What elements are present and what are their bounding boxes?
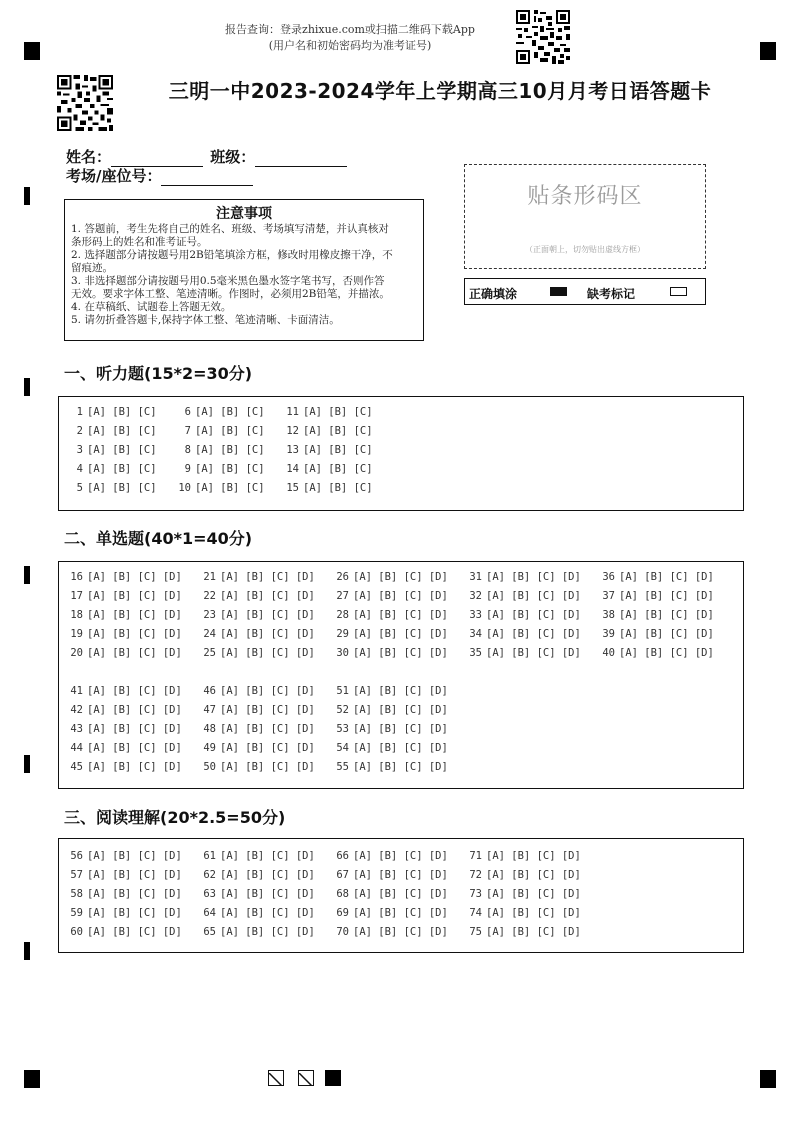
question-number: 69 <box>336 907 349 919</box>
answer-options[interactable]: [A] [B] [C] [D] <box>220 869 315 881</box>
question-row[interactable] <box>200 739 315 758</box>
answer-options[interactable]: [A] [B] [C] [D] <box>353 647 448 659</box>
seat-label: 考场/座位号： <box>66 167 162 185</box>
question-column <box>333 568 448 663</box>
answer-options[interactable]: [A] [B] [C] [D] <box>353 761 448 773</box>
answer-options[interactable]: [A] [B] [C] [D] <box>353 704 448 716</box>
answer-options[interactable]: [A] [B] [C] [D] <box>353 907 448 919</box>
question-row[interactable] <box>283 422 373 441</box>
answer-options[interactable]: [A] [B] [C] <box>303 463 373 475</box>
class-input-line[interactable] <box>255 152 347 167</box>
answer-options[interactable]: [A] [B] [C] [D] <box>486 571 581 583</box>
question-row[interactable] <box>200 568 315 587</box>
question-number: 26 <box>336 571 349 583</box>
question-row[interactable] <box>67 460 157 479</box>
reading-answer-box <box>58 838 744 953</box>
answer-options[interactable]: [A] [B] [C] [D] <box>87 761 182 773</box>
answer-options[interactable]: [A] [B] [C] [D] <box>87 907 182 919</box>
question-number: 6 <box>184 406 191 418</box>
question-column <box>67 682 182 777</box>
question-row[interactable] <box>67 587 182 606</box>
correct-fill-label: 正确填涂 <box>469 287 518 301</box>
answer-options[interactable]: [A] [B] [C] [D] <box>353 571 448 583</box>
question-column <box>599 568 714 663</box>
answer-options[interactable]: [A] [B] [C] [D] <box>353 926 448 938</box>
question-number: 36 <box>602 571 615 583</box>
question-row[interactable] <box>200 758 315 777</box>
question-number: 21 <box>203 571 216 583</box>
question-column <box>200 847 315 942</box>
question-number: 61 <box>203 850 216 862</box>
question-number: 46 <box>203 685 216 697</box>
question-row[interactable] <box>333 720 448 739</box>
question-column <box>333 847 448 942</box>
question-number: 41 <box>70 685 83 697</box>
question-number: 9 <box>184 463 191 475</box>
question-number: 11 <box>286 406 299 418</box>
single-choice-section-title: 二、单选题(40*1=40分) <box>64 529 253 548</box>
question-row[interactable] <box>333 885 448 904</box>
answer-options[interactable]: [A] [B] [C] [D] <box>87 850 182 862</box>
question-number: 73 <box>469 888 482 900</box>
report-query-line2: (用户名和初始密码均为准考证号) <box>268 39 432 52</box>
answer-options[interactable]: [A] [B] [C] [D] <box>619 571 714 583</box>
question-row[interactable] <box>466 625 581 644</box>
answer-options[interactable]: [A] [B] [C] [D] <box>486 628 581 640</box>
answer-options[interactable]: [A] [B] [C] <box>195 444 265 456</box>
question-row[interactable] <box>175 479 265 498</box>
answer-options[interactable]: [A] [B] [C] [D] <box>87 888 182 900</box>
app-qr-code <box>516 10 570 64</box>
question-row[interactable] <box>333 644 448 663</box>
question-number: 13 <box>286 444 299 456</box>
question-number: 66 <box>336 850 349 862</box>
question-number: 68 <box>336 888 349 900</box>
page-title: 三明一中2023-2024学年上学期高三10月月考日语答题卡 <box>168 79 712 103</box>
page-marker-slashed <box>268 1070 284 1086</box>
question-row[interactable] <box>333 923 448 942</box>
notice-line: 2. 选择题部分请按题号用2B铅笔填涂方框，修改时用橡皮擦干净，不 <box>71 249 393 261</box>
question-row[interactable] <box>67 866 182 885</box>
question-row[interactable] <box>466 885 581 904</box>
question-row[interactable] <box>67 682 182 701</box>
corner-marker-top-right <box>760 42 776 60</box>
question-row[interactable] <box>200 720 315 739</box>
question-number: 31 <box>469 571 482 583</box>
question-number: 15 <box>286 482 299 494</box>
question-column <box>283 403 373 498</box>
question-number: 70 <box>336 926 349 938</box>
question-number: 40 <box>602 647 615 659</box>
question-number: 52 <box>336 704 349 716</box>
answer-options[interactable]: [A] [B] [C] [D] <box>353 685 448 697</box>
question-number: 17 <box>70 590 83 602</box>
question-row[interactable] <box>333 758 448 777</box>
question-row[interactable] <box>466 568 581 587</box>
question-number: 63 <box>203 888 216 900</box>
corner-marker-bottom-right <box>760 1070 776 1088</box>
notice-title: 注意事项 <box>216 206 272 222</box>
answer-options[interactable]: [A] [B] [C] [D] <box>353 590 448 602</box>
answer-options[interactable]: [A] [B] [C] [D] <box>353 742 448 754</box>
answer-options[interactable]: [A] [B] [C] [D] <box>486 850 581 862</box>
question-row[interactable] <box>67 923 182 942</box>
question-row[interactable] <box>200 701 315 720</box>
question-number: 12 <box>286 425 299 437</box>
question-row[interactable] <box>333 701 448 720</box>
question-number: 2 <box>76 425 83 437</box>
question-number: 56 <box>70 850 83 862</box>
answer-options[interactable]: [A] [B] [C] <box>87 406 157 418</box>
reading-section-title: 三、阅读理解(20*2.5=50分) <box>64 808 286 827</box>
question-number: 49 <box>203 742 216 754</box>
notice-line: 留痕迹。 <box>71 262 113 274</box>
answer-options[interactable]: [A] [B] [C] [D] <box>353 850 448 862</box>
answer-options[interactable]: [A] [B] [C] [D] <box>353 628 448 640</box>
listening-section-title: 一、听力题(15*2=30分) <box>64 364 253 383</box>
answer-options[interactable]: [A] [B] [C] [D] <box>353 723 448 735</box>
answer-options[interactable]: [A] [B] [C] [D] <box>220 907 315 919</box>
answer-options[interactable]: [A] [B] [C] <box>195 425 265 437</box>
correct-fill-sample <box>550 287 567 296</box>
question-row[interactable] <box>200 587 315 606</box>
question-number: 16 <box>70 571 83 583</box>
question-number: 45 <box>70 761 83 773</box>
question-number: 1 <box>76 406 83 418</box>
answer-options[interactable]: [A] [B] [C] [D] <box>87 628 182 640</box>
question-row[interactable] <box>599 625 714 644</box>
question-number: 19 <box>70 628 83 640</box>
question-row[interactable] <box>333 568 448 587</box>
answer-options[interactable]: [A] [B] [C] <box>87 463 157 475</box>
seat-input-line[interactable] <box>161 171 253 186</box>
question-row[interactable] <box>67 758 182 777</box>
question-row[interactable] <box>466 904 581 923</box>
notice-line: 无效。要求字体工整、笔迹清晰。作图时，必须用2B铅笔，并描浓。 <box>71 288 390 300</box>
question-row[interactable] <box>67 739 182 758</box>
question-row[interactable] <box>333 606 448 625</box>
question-number: 58 <box>70 888 83 900</box>
question-row[interactable] <box>283 479 373 498</box>
barcode-area[interactable] <box>464 164 706 269</box>
question-number: 28 <box>336 609 349 621</box>
question-number: 54 <box>336 742 349 754</box>
question-number: 37 <box>602 590 615 602</box>
question-row[interactable] <box>67 568 182 587</box>
question-number: 14 <box>286 463 299 475</box>
answer-options[interactable]: [A] [B] [C] <box>303 406 373 418</box>
notice-line: 3. 非选择题部分请按题号用0.5毫米黑色墨水签字笔书写，否则作答 <box>71 275 385 287</box>
question-number: 55 <box>336 761 349 773</box>
page-marker-slashed <box>298 1070 314 1086</box>
listening-answer-box <box>58 396 744 511</box>
question-row[interactable] <box>200 904 315 923</box>
question-number: 64 <box>203 907 216 919</box>
absent-mark-box[interactable] <box>670 287 687 296</box>
question-row[interactable] <box>200 885 315 904</box>
fill-legend <box>464 278 706 305</box>
question-number: 23 <box>203 609 216 621</box>
answer-options[interactable]: [A] [B] [C] [D] <box>486 888 581 900</box>
question-number: 74 <box>469 907 482 919</box>
question-row[interactable] <box>333 625 448 644</box>
timing-tick <box>24 566 30 584</box>
question-number: 35 <box>469 647 482 659</box>
answer-options[interactable]: [A] [B] [C] [D] <box>220 571 315 583</box>
answer-options[interactable]: [A] [B] [C] [D] <box>486 647 581 659</box>
question-row[interactable] <box>67 625 182 644</box>
answer-options[interactable]: [A] [B] [C] [D] <box>87 647 182 659</box>
question-row[interactable] <box>599 587 714 606</box>
answer-options[interactable]: [A] [B] [C] [D] <box>353 869 448 881</box>
answer-options[interactable]: [A] [B] [C] [D] <box>220 647 315 659</box>
question-column <box>67 403 157 498</box>
answer-options[interactable]: [A] [B] [C] [D] <box>619 590 714 602</box>
question-number: 60 <box>70 926 83 938</box>
question-row[interactable] <box>67 403 157 422</box>
question-row[interactable] <box>175 422 265 441</box>
timing-tick <box>24 755 30 773</box>
question-number: 72 <box>469 869 482 881</box>
question-row[interactable] <box>175 460 265 479</box>
question-number: 20 <box>70 647 83 659</box>
single-choice-answer-box <box>58 561 744 789</box>
answer-options[interactable]: [A] [B] [C] [D] <box>619 609 714 621</box>
answer-options[interactable]: [A] [B] [C] [D] <box>220 850 315 862</box>
page-marker-filled <box>325 1070 341 1086</box>
question-column <box>200 568 315 663</box>
seat-field-row <box>66 165 253 186</box>
question-number: 8 <box>184 444 191 456</box>
answer-options[interactable]: [A] [B] [C] [D] <box>486 907 581 919</box>
question-number: 25 <box>203 647 216 659</box>
answer-options[interactable]: [A] [B] [C] [D] <box>220 761 315 773</box>
answer-options[interactable]: [A] [B] [C] [D] <box>486 609 581 621</box>
answer-options[interactable]: [A] [B] [C] <box>303 482 373 494</box>
notice-line: 5. 请勿折叠答题卡,保持字体工整、笔迹清晰、卡面清洁。 <box>71 314 340 326</box>
answer-options[interactable]: [A] [B] [C] [D] <box>486 590 581 602</box>
question-number: 5 <box>76 482 83 494</box>
question-number: 42 <box>70 704 83 716</box>
question-number: 53 <box>336 723 349 735</box>
answer-options[interactable]: [A] [B] [C] <box>87 425 157 437</box>
class-label: 班级： <box>210 148 256 166</box>
question-row[interactable] <box>200 682 315 701</box>
question-number: 30 <box>336 647 349 659</box>
answer-options[interactable]: [A] [B] [C] [D] <box>87 571 182 583</box>
answer-options[interactable]: [A] [B] [C] [D] <box>220 723 315 735</box>
answer-options[interactable]: [A] [B] [C] [D] <box>486 926 581 938</box>
question-row[interactable] <box>67 847 182 866</box>
question-row[interactable] <box>175 403 265 422</box>
answer-options[interactable]: [A] [B] [C] [D] <box>220 888 315 900</box>
answer-options[interactable]: [A] [B] [C] [D] <box>486 869 581 881</box>
question-number: 75 <box>469 926 482 938</box>
question-row[interactable] <box>466 866 581 885</box>
timing-tick <box>24 187 30 205</box>
question-row[interactable] <box>466 606 581 625</box>
answer-options[interactable]: [A] [B] [C] [D] <box>619 628 714 640</box>
question-number: 22 <box>203 590 216 602</box>
question-row[interactable] <box>466 923 581 942</box>
question-number: 71 <box>469 850 482 862</box>
notice-line: 条形码上的姓名和准考证号。 <box>71 236 208 248</box>
answer-options[interactable]: [A] [B] [C] [D] <box>87 685 182 697</box>
question-row[interactable] <box>283 403 373 422</box>
question-row[interactable] <box>67 720 182 739</box>
question-column <box>200 682 315 777</box>
question-number: 27 <box>336 590 349 602</box>
question-number: 4 <box>76 463 83 475</box>
question-row[interactable] <box>200 923 315 942</box>
question-number: 67 <box>336 869 349 881</box>
answer-options[interactable]: [A] [B] [C] [D] <box>220 685 315 697</box>
answer-options[interactable]: [A] [B] [C] [D] <box>87 609 182 621</box>
question-row[interactable] <box>599 644 714 663</box>
answer-options[interactable]: [A] [B] [C] [D] <box>87 723 182 735</box>
question-row[interactable] <box>466 644 581 663</box>
question-row[interactable] <box>67 479 157 498</box>
name-label: 姓名： <box>66 148 112 166</box>
question-column <box>466 568 581 663</box>
answer-options[interactable]: [A] [B] [C] [D] <box>220 590 315 602</box>
answer-options[interactable]: [A] [B] [C] [D] <box>87 590 182 602</box>
absent-mark-label: 缺考标记 <box>587 287 636 301</box>
notice-line: 4. 在草稿纸、试题卷上答题无效。 <box>71 301 232 313</box>
question-row[interactable] <box>175 441 265 460</box>
timing-tick <box>24 942 30 960</box>
answer-options[interactable]: [A] [B] [C] [D] <box>220 609 315 621</box>
question-row[interactable] <box>283 460 373 479</box>
answer-options[interactable]: [A] [B] [C] <box>195 482 265 494</box>
report-query-note <box>200 22 500 54</box>
question-row[interactable] <box>333 587 448 606</box>
question-column <box>466 847 581 942</box>
question-number: 18 <box>70 609 83 621</box>
question-number: 3 <box>76 444 83 456</box>
answer-options[interactable]: [A] [B] [C] <box>87 482 157 494</box>
question-number: 32 <box>469 590 482 602</box>
notice-line: 1. 答题前，考生先将自己的姓名、班级、考场填写清楚，并认真核对 <box>71 223 389 235</box>
question-number: 24 <box>203 628 216 640</box>
question-row[interactable] <box>67 701 182 720</box>
question-row[interactable] <box>200 866 315 885</box>
answer-options[interactable]: [A] [B] [C] <box>87 444 157 456</box>
question-row[interactable] <box>599 606 714 625</box>
question-number: 65 <box>203 926 216 938</box>
question-row[interactable] <box>599 568 714 587</box>
question-number: 10 <box>178 482 191 494</box>
answer-options[interactable]: [A] [B] [C] <box>303 444 373 456</box>
answer-options[interactable]: [A] [B] [C] [D] <box>353 888 448 900</box>
question-number: 39 <box>602 628 615 640</box>
question-row[interactable] <box>333 847 448 866</box>
question-row[interactable] <box>67 904 182 923</box>
question-number: 38 <box>602 609 615 621</box>
answer-options[interactable]: [A] [B] [C] [D] <box>619 647 714 659</box>
answer-options[interactable]: [A] [B] [C] [D] <box>87 742 182 754</box>
question-column <box>333 682 448 777</box>
question-row[interactable] <box>466 847 581 866</box>
notice-box <box>64 199 424 341</box>
question-row[interactable] <box>67 644 182 663</box>
report-query-line1: 报告查询：登录zhixue.com或扫描二维码下载App <box>225 23 475 36</box>
question-number: 29 <box>336 628 349 640</box>
question-row[interactable] <box>333 866 448 885</box>
question-number: 62 <box>203 869 216 881</box>
answer-options[interactable]: [A] [B] [C] <box>195 463 265 475</box>
answer-options[interactable]: [A] [B] [C] <box>303 425 373 437</box>
question-row[interactable] <box>200 606 315 625</box>
question-number: 7 <box>184 425 191 437</box>
question-column <box>175 403 265 498</box>
question-number: 48 <box>203 723 216 735</box>
question-number: 51 <box>336 685 349 697</box>
question-number: 34 <box>469 628 482 640</box>
question-row[interactable] <box>466 587 581 606</box>
question-number: 59 <box>70 907 83 919</box>
question-number: 43 <box>70 723 83 735</box>
answer-options[interactable]: [A] [B] [C] [D] <box>220 628 315 640</box>
corner-marker-top-left <box>24 42 40 60</box>
barcode-area-subtitle: （正面朝上，切勿贴出虚线方框） <box>525 245 645 254</box>
barcode-area-title: 贴条形码区 <box>527 184 643 209</box>
name-field-row <box>66 146 347 167</box>
answer-options[interactable]: [A] [B] [C] [D] <box>220 704 315 716</box>
answer-options[interactable]: [A] [B] [C] [D] <box>87 869 182 881</box>
question-number: 44 <box>70 742 83 754</box>
question-row[interactable] <box>67 422 157 441</box>
answer-options[interactable]: [A] [B] [C] <box>195 406 265 418</box>
question-number: 47 <box>203 704 216 716</box>
question-row[interactable] <box>333 904 448 923</box>
answer-options[interactable]: [A] [B] [C] [D] <box>220 926 315 938</box>
question-row[interactable] <box>200 847 315 866</box>
question-row[interactable] <box>67 885 182 904</box>
timing-tick <box>24 378 30 396</box>
question-row[interactable] <box>67 441 157 460</box>
answer-options[interactable]: [A] [B] [C] [D] <box>87 926 182 938</box>
question-number: 57 <box>70 869 83 881</box>
question-column <box>67 568 182 663</box>
answer-options[interactable]: [A] [B] [C] [D] <box>220 742 315 754</box>
question-row[interactable] <box>333 739 448 758</box>
question-number: 33 <box>469 609 482 621</box>
corner-marker-bottom-left <box>24 1070 40 1088</box>
question-row[interactable] <box>333 682 448 701</box>
question-row[interactable] <box>67 606 182 625</box>
question-row[interactable] <box>200 625 315 644</box>
answer-options[interactable]: [A] [B] [C] [D] <box>353 609 448 621</box>
answer-options[interactable]: [A] [B] [C] [D] <box>87 704 182 716</box>
question-number: 50 <box>203 761 216 773</box>
question-row[interactable] <box>200 644 315 663</box>
question-column <box>67 847 182 942</box>
student-qr-code <box>57 75 113 131</box>
question-row[interactable] <box>283 441 373 460</box>
